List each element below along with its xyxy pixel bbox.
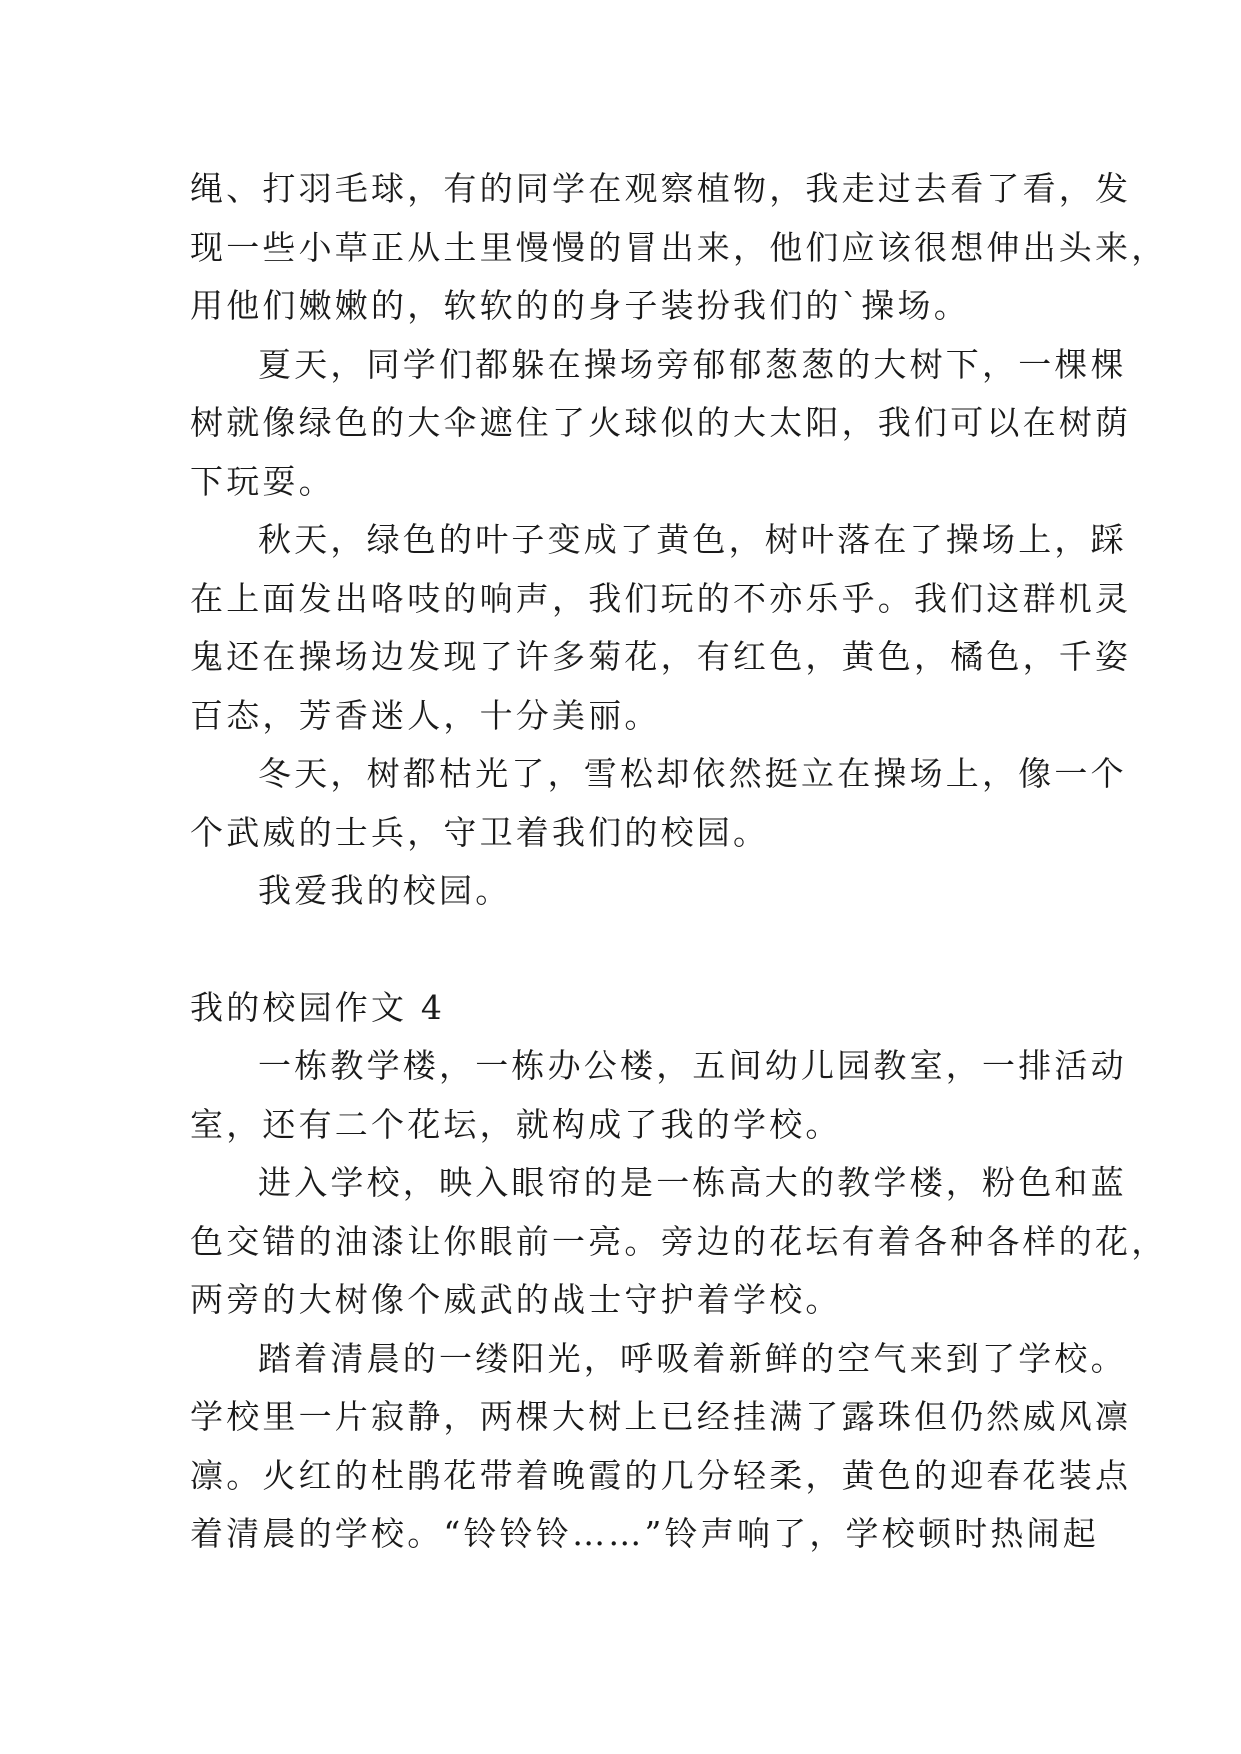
text-line: 现一些小草正从土里慢慢的冒出来，他们应该很想伸出头来， xyxy=(190,227,1168,267)
text-line: 在上面发出咯吱的响声，我们玩的不亦乐乎。我们这群机灵 xyxy=(190,578,1132,618)
paragraph-autumn xyxy=(190,511,1132,745)
paragraph-winter xyxy=(190,745,1127,862)
text-line: 个武威的士兵，守卫着我们的校园。 xyxy=(190,812,770,852)
text-line: 绳、打羽毛球，有的同学在观察植物，我走过去看了看，发 xyxy=(190,169,1132,208)
text-line: 一栋教学楼，一栋办公楼，五间幼儿园教室，一排活动 xyxy=(258,1046,1127,1085)
text-line: 室，还有二个花坛，就构成了我的学校。 xyxy=(190,1104,842,1144)
paragraph-closing xyxy=(190,862,1060,921)
text-line: 秋天，绿色的叶子变成了黄色，树叶落在了操场上，踩 xyxy=(258,520,1127,559)
text-line: 树就像绿色的大伞遮住了火球似的大太阳，我们可以在树荫 xyxy=(190,403,1132,442)
paragraph-continued xyxy=(190,160,1168,336)
document-body xyxy=(190,160,1168,1564)
text-line: 冬天，树都枯光了，雪松却依然挺立在操场上，像一个 xyxy=(258,754,1127,793)
text-line: 鬼还在操场边发现了许多菊花，有红色，黄色，橘色，千姿 xyxy=(190,637,1132,676)
paragraph-entrance xyxy=(190,1154,1168,1330)
text-line: 踏着清晨的一缕阳光，呼吸着新鲜的空气来到了学校。 xyxy=(258,1338,1127,1378)
section-gap xyxy=(190,921,1060,979)
paragraph-intro xyxy=(190,1037,1127,1154)
text-line: 下玩耍。 xyxy=(190,461,335,501)
text-line: 进入学校，映入眼帘的是一栋高大的教学楼，粉色和蓝 xyxy=(258,1163,1127,1202)
text-line: 我爱我的校园。 xyxy=(258,871,512,910)
text-line: 两旁的大树像个威武的战士守护着学校。 xyxy=(190,1280,842,1319)
text-line: 凛。火红的杜鹃花带着晚霞的几分轻柔，黄色的迎春花装点 xyxy=(190,1455,1132,1495)
section-heading: 我的校园作文 4 xyxy=(190,987,446,1027)
text-line: 夏天，同学们都躲在操场旁郁郁葱葱的大树下，一棵棵 xyxy=(258,344,1127,384)
text-line: 学校里一片寂静，两棵大树上已经挂满了露珠但仍然威风凛 xyxy=(190,1397,1132,1436)
paragraph-summer xyxy=(190,336,1132,512)
text-line: 用他们嫩嫩的，软软的的身子装扮我们的`操场。 xyxy=(190,286,970,325)
text-line: 着清晨的学校。“铃铃铃……”铃声响了，学校顿时热闹起 xyxy=(190,1514,1099,1553)
paragraph-morning xyxy=(190,1330,1132,1564)
text-line: 百态，芳香迷人，十分美丽。 xyxy=(190,695,661,735)
text-line: 色交错的油漆让你眼前一亮。旁边的花坛有着各种各样的花， xyxy=(190,1221,1168,1261)
